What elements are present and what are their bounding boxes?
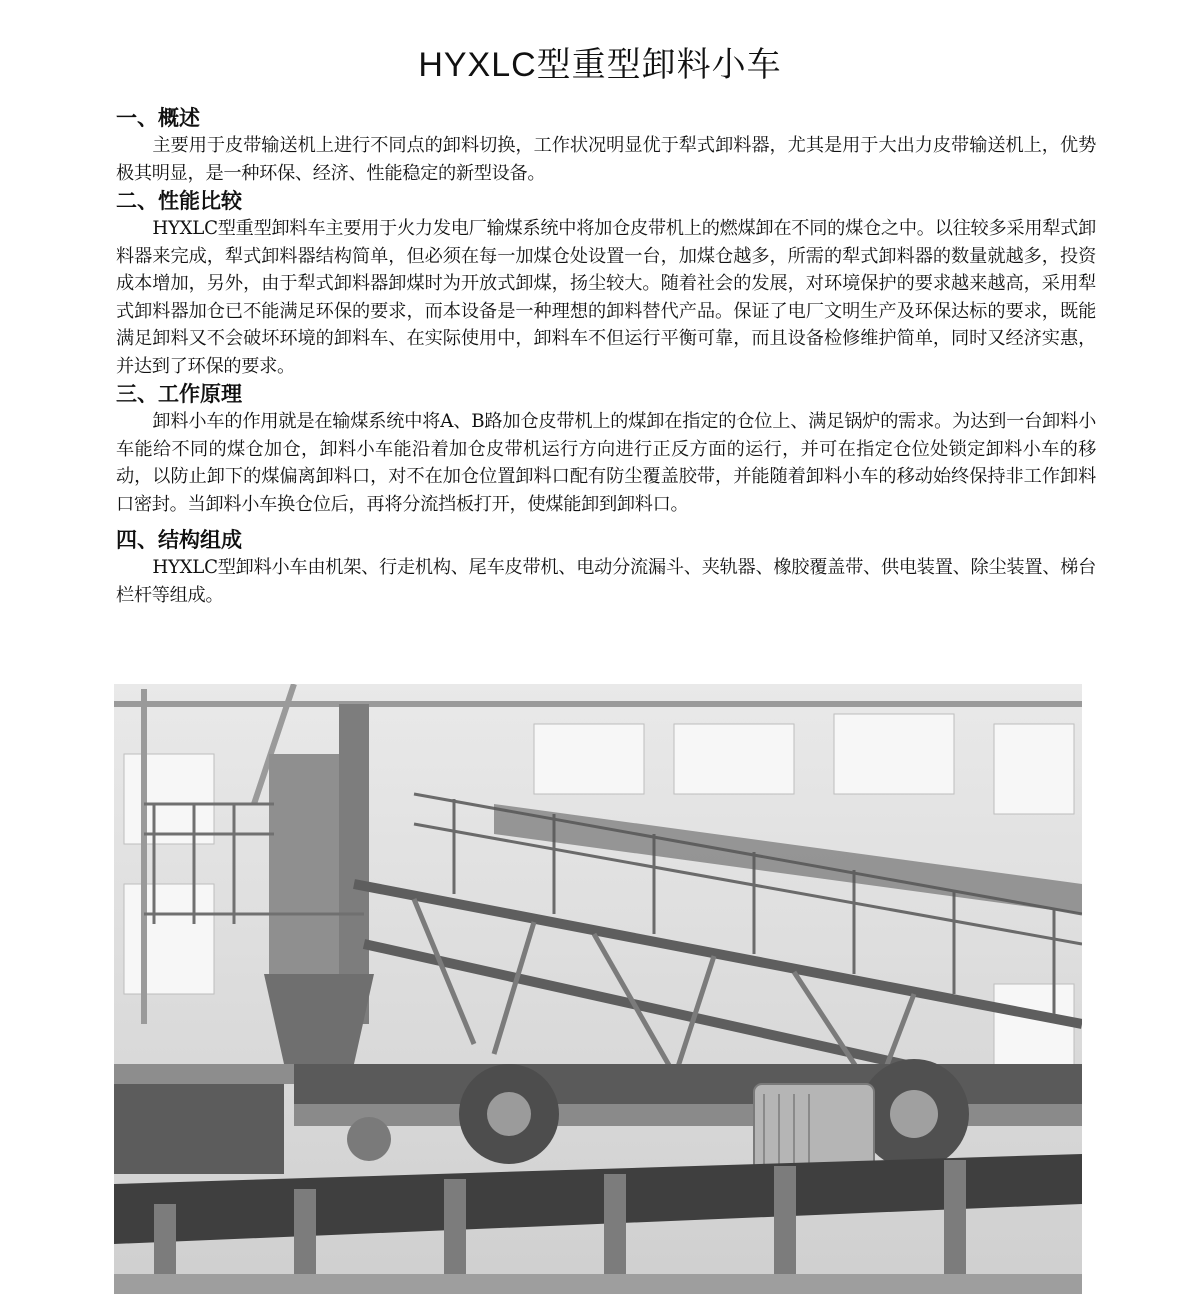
section-structure	[116, 526, 1096, 609]
section-principle	[116, 380, 1096, 518]
page-title: HYXLC型重型卸料小车	[418, 45, 782, 84]
section-heading: 三、工作原理	[116, 382, 242, 406]
section-heading: 一、概述	[116, 106, 200, 130]
content-body	[116, 104, 1096, 609]
trolley-illustration	[114, 684, 1082, 1294]
section-heading: 四、结构组成	[116, 528, 242, 552]
section-overview	[116, 104, 1096, 187]
section-heading: 二、性能比较	[116, 189, 242, 213]
section-paragraph: HYXLC型重型卸料车主要用于火力发电厂输煤系统中将加仓皮带机上的燃煤卸在不同的煤仓之中。以往较多采用犁式卸料器来完成，犁式卸料器结构简单，但必须在每一加煤仓处设置一台，加煤仓越多，所需的犁式卸料器的数量就越多，投资成本增加，另外，由于犁式卸料器卸煤时为开放式卸煤，扬尘较大。随着社会的发展，对环境保护的要求越来越高，采用犁式卸料器加仓已不能满足环保的要求，而本设备是一种理想的卸料替代产品。保证了电厂文明生产及环保达标的要求，既能满足卸料又不会破坏环境的卸料车、在实际使用中，卸料车不但运行平衡可靠，而且设备检修维护简单，同时又经济实惠，并达到了环保的要求。	[116, 218, 1096, 377]
section-paragraph: HYXLC型卸料小车由机架、行走机构、尾车皮带机、电动分流漏斗、夹轨器、橡胶覆盖带、供电装置、除尘装置、梯台栏杆等组成。	[116, 557, 1096, 606]
discharge-trolley-photo	[114, 684, 1082, 1294]
section-paragraph: 主要用于皮带输送机上进行不同点的卸料切换，工作状况明显优于犁式卸料器，尤其是用于大出力皮带输送机上，优势极其明显，是一种环保、经济、性能稳定的新型设备。	[116, 135, 1096, 184]
section-performance	[116, 187, 1096, 380]
section-paragraph: 卸料小车的作用就是在输煤系统中将A、B路加仓皮带机上的煤卸在指定的仓位上、满足锅炉的需求。为达到一台卸料小车能给不同的煤仓加仓，卸料小车能沿着加仓皮带机运行方向进行正反方面的运行，并可在指定仓位处锁定卸料小车的移动，以防止卸下的煤偏离卸料口，对不在加仓位置卸料口配有防尘覆盖胶带，并能随着卸料小车的移动始终保持非工作卸料口密封。当卸料小车换仓位后，再将分流挡板打开，使煤能卸到卸料口。	[116, 411, 1096, 515]
